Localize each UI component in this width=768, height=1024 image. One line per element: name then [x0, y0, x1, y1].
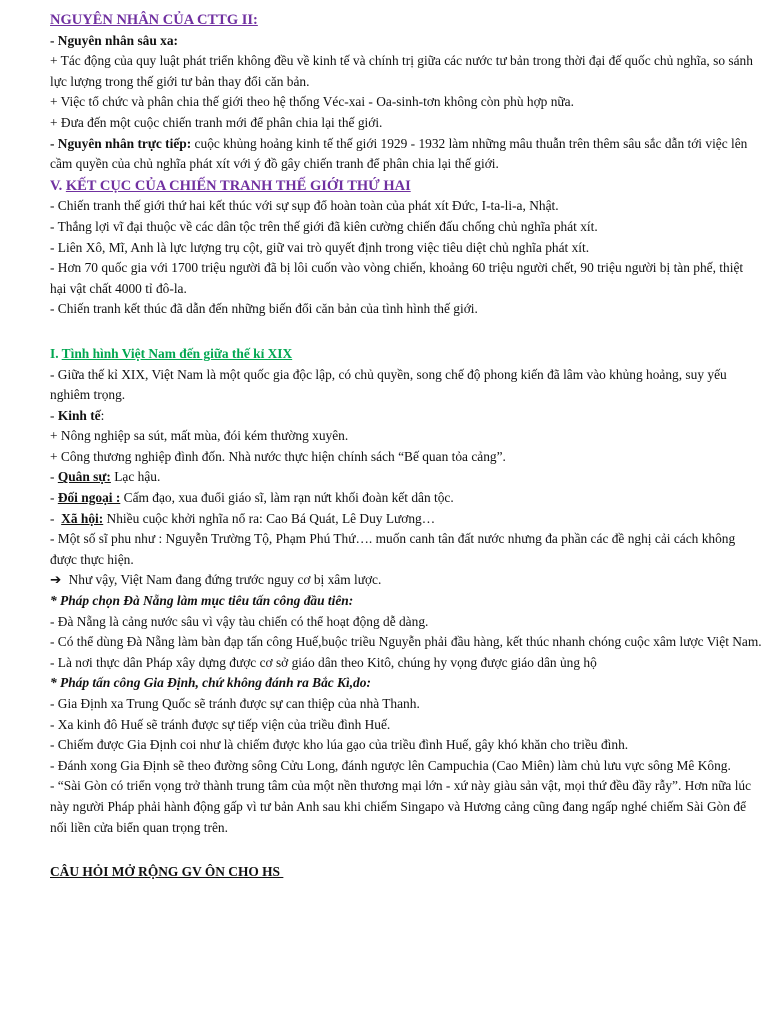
deep-causes-label: - Nguyên nhân sâu xa:	[50, 32, 178, 48]
economy-colon: :	[100, 407, 105, 423]
heading-review-questions: CÂU HỎI MỞ RỘNG GV ÔN CHO HS	[50, 864, 284, 880]
heading-causes-wwii: NGUYÊN NHÂN CỦA CTTG II:	[50, 12, 258, 28]
heading-outcome-title: KẾT CỤC CỦA CHIẾN TRANH THẾ GIỚI THỨ HAI	[65, 177, 411, 194]
giadinh-heading: * Pháp tấn công Gia Định, chứ không đánh ra Bắc Kì,do:	[50, 675, 371, 691]
society-dash: -	[50, 510, 62, 526]
giadinh-reason-3: - Chiếm được Gia Định coi như là chiếm được kho lúa gạo của triều đình Huế, gây khó khăn cho triều đình.	[50, 737, 629, 753]
right-arrow-icon: ➔	[50, 572, 62, 588]
foreign-line	[50, 488, 762, 509]
military-line	[50, 467, 762, 488]
conclusion-line	[50, 570, 762, 591]
document-page	[50, 10, 762, 883]
reform-proposals: - Một số sĩ phu như : Nguyễn Trường Tộ, Phạm Phú Thứ…. muốn canh tân đất nước nhưng đa phần các đề nghị cải cách không được thực hiện.	[50, 531, 736, 567]
foreign-label: Đối ngoại :	[57, 490, 121, 506]
military-text: Lạc hậu.	[110, 469, 161, 485]
deep-cause-3: + Đưa đến một cuộc chiến tranh mới để phân chia lại thế giới.	[50, 114, 383, 130]
direct-cause-label: - Nguyên nhân trực tiếp:	[50, 135, 192, 151]
heading-vietnam	[50, 344, 762, 365]
spacer	[50, 320, 762, 344]
military-dash: -	[50, 469, 58, 485]
economy-label: Kinh tế	[57, 407, 101, 423]
economy-2: + Công thương nghiệp đình đốn. Nhà nước thực hiện chính sách “Bế quan tỏa cảng”.	[50, 448, 506, 464]
giadinh-reason-1: - Gia Định xa Trung Quốc sẽ tránh được sự can thiệp của nhà Thanh.	[50, 696, 420, 711]
foreign-dash: -	[50, 490, 58, 506]
outcome-1: - Chiến tranh thế giới thứ hai kết thúc với sự sụp đổ hoàn toàn của phát xít Đức, I-ta-li-a, Nhật.	[50, 198, 559, 214]
direct-cause-text: cuộc khủng hoảng kinh tế thế giới 1929 - 1932 làm những mâu thuẫn trên thêm sâu sắc dẫn tới việc lên cầm quyền của chủ nghĩa phát xít với ý đồ gây chiến tranh để phân chia lại thế giới.	[50, 135, 748, 172]
direct-cause	[50, 134, 762, 175]
outcome-4: - Hơn 70 quốc gia với 1700 triệu người đã bị lôi cuốn vào vòng chiến, khoảng 60 triệu người chết, 90 triệu người bị tàn phế, thiệt hại vật chất 4000 tỉ đô-la.	[50, 260, 744, 296]
conclusion-text: Như vậy, Việt Nam đang đứng trước nguy cơ bị xâm lược.	[65, 572, 382, 588]
military-label: Quân sự:	[57, 469, 111, 485]
heading-vietnam-number: I.	[50, 345, 62, 361]
deep-cause-2: + Việc tổ chức và phân chia thế giới theo hệ thống Véc-xai - Oa-sinh-tơn không còn phù hợp nữa.	[50, 94, 574, 110]
deep-cause-1: + Tác động của quy luật phát triển không đều về kinh tế và chính trị giữa các nước tư bản trong thời đại đế quốc chủ nghĩa, so sánh lực lượng trong thế giới tư bản thay đổi căn bản.	[50, 53, 753, 89]
heading-outcome-wwii	[50, 176, 762, 197]
danang-heading: * Pháp chọn Đà Nẵng làm mục tiêu tấn công đầu tiên:	[50, 593, 354, 609]
society-text: Nhiều cuộc khởi nghĩa nổ ra: Cao Bá Quát, Lê Duy Lương…	[103, 510, 436, 526]
spacer	[50, 838, 762, 862]
foreign-text: Cấm đạo, xua đuổi giáo sĩ, làm rạn nứt khối đoàn kết dân tộc.	[120, 490, 454, 506]
danang-reason-2: - Có thể dùng Đà Nẵng làm bàn đạp tấn công Huế,buộc triều Nguyễn phải đầu hàng, kết thúc nhanh chóng cuộc xâm lược Việt Nam.	[50, 634, 762, 650]
society-line	[50, 509, 762, 530]
giadinh-reason-4: - Đánh xong Gia Định sẽ theo đường sông Cửu Long, đánh ngược lên Campuchia (Cao Miên) làm chủ lưu vực sông Mê Kông.	[50, 757, 731, 773]
vietnam-intro: - Giữa thế kỉ XIX, Việt Nam là một quốc gia độc lập, có chủ quyền, song chế độ phong kiến đã lâm vào khủng hoảng, suy yếu nghiêm trọng.	[50, 366, 727, 403]
heading-outcome-number: V.	[50, 177, 66, 194]
outcome-5: - Chiến tranh kết thúc đã dẫn đến những biến đổi căn bản của tình hình thế giới.	[50, 301, 478, 317]
economy-1: + Nông nghiệp sa sút, mất mùa, đói kém thường xuyên.	[50, 428, 349, 444]
society-label: Xã hội:	[61, 510, 104, 526]
danang-reason-3: - Là nơi thực dân Pháp xây dựng được cơ sở giáo dân theo Kitô, chúng hy vọng được giáo dân ủng hộ	[50, 654, 597, 670]
giadinh-reason-2: - Xa kinh đô Huế sẽ tránh được sự tiếp viện của triều đình Huế.	[50, 716, 391, 732]
economy-label-line	[50, 406, 762, 427]
outcome-3: - Liên Xô, Mĩ, Anh là lực lượng trụ cột, giữ vai trò quyết định trong việc tiêu diệt chủ nghĩa phát xít.	[50, 239, 590, 255]
economy-dash: -	[50, 407, 58, 423]
heading-vietnam-title: Tình hình Việt Nam đến giữa thế kỉ XIX	[61, 345, 293, 361]
danang-reason-1: - Đà Nẵng là cảng nước sâu vì vậy tàu chiến có thể hoạt động dễ dàng.	[50, 613, 429, 629]
giadinh-reason-5: - “Sài Gòn có triển vọng trở thành trung tâm của một nền thương mại lớn - xứ này giàu sản vật, mọi thứ đều đầy rẫy”. Hơn nữa lúc này người Pháp phải hành động gấp vì tư bản Anh sau khi chiếm Singapo và Hương cảng cũng đang ngấp nghé chiếm Sài Gòn để nối liền cửa biển quan trọng trên.	[50, 778, 752, 835]
outcome-2: - Thắng lợi vĩ đại thuộc về các dân tộc trên thế giới đã kiên cường chiến đấu chống chủ nghĩa phát xít.	[50, 218, 598, 234]
